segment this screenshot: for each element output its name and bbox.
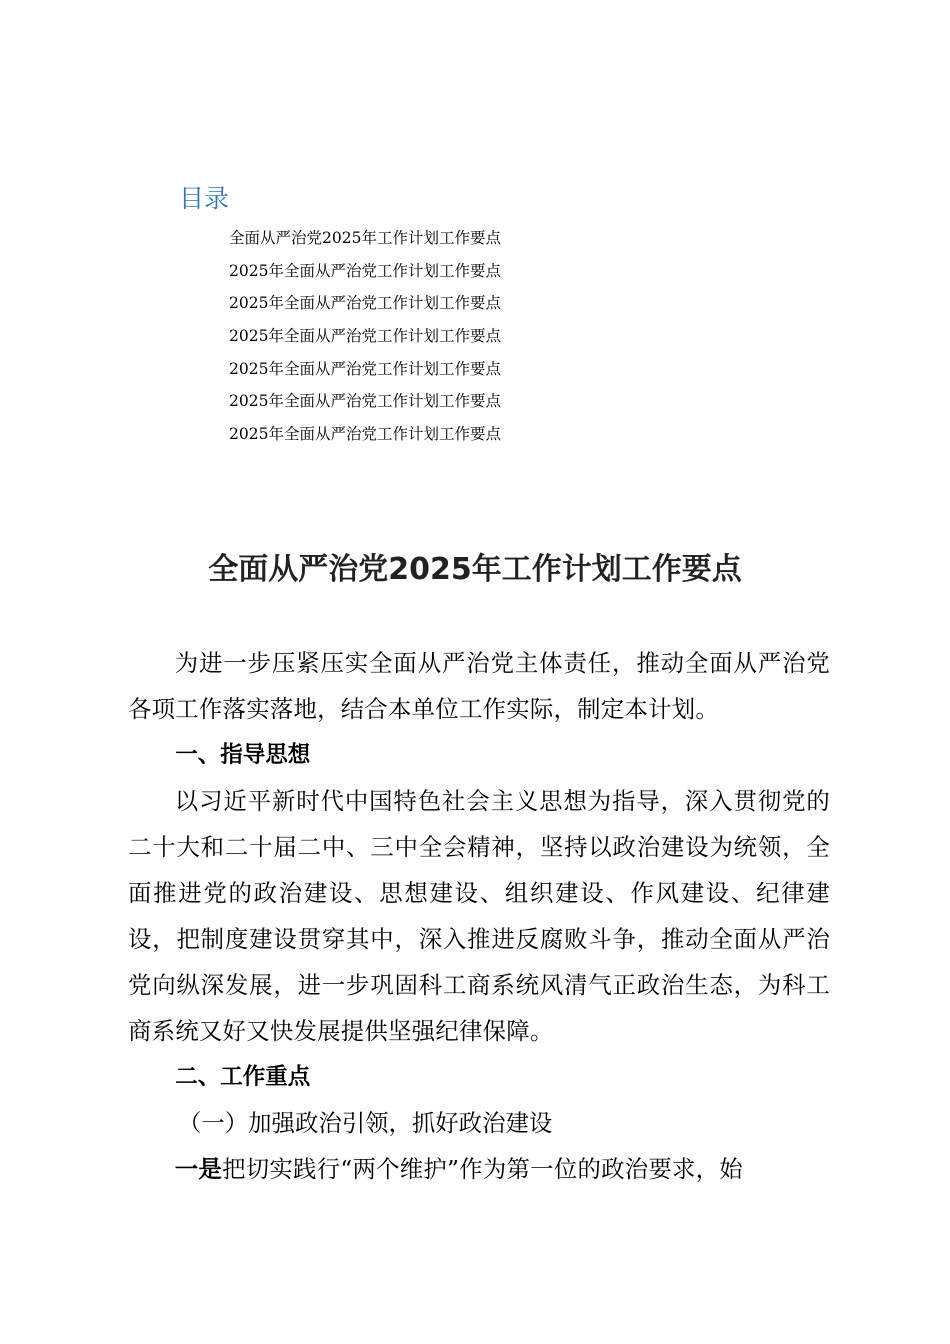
- toc-list: [229, 222, 501, 451]
- toc-item[interactable]: 2025年全面从严治党工作计划工作要点: [229, 359, 501, 378]
- intro-paragraph: 为进一步压紧压实全面从严治党主体责任，推动全面从严治党各项工作落实落地，结合本单位工作实际，制定本计划。: [128, 649, 830, 723]
- guiding-thought-paragraph: 以习近平新时代中国特色社会主义思想为指导，深入贯彻党的二十大和二十届二中、三中全会精神，坚持以政治建设为统领，全面推进党的政治建设、思想建设、组织建设、作风建设、纪律建设，把制度建设贯穿其中，深入推进反腐败斗争，推动全面从严治党向纵深发展，进一步巩固科工商系统风清气正政治生态，为科工商系统又好又快发展提供坚强纪律保障。: [128, 787, 830, 1045]
- toc-item[interactable]: 2025年全面从严治党工作计划工作要点: [229, 261, 501, 280]
- toc-item[interactable]: 全面从严治党2025年工作计划工作要点: [229, 229, 501, 247]
- toc-item[interactable]: 2025年全面从严治党工作计划工作要点: [229, 294, 501, 313]
- toc-item[interactable]: 2025年全面从严治党工作计划工作要点: [229, 425, 501, 444]
- toc-heading: 目录: [179, 184, 230, 213]
- subsection-heading: （一）加强政治引领，抓好政治建设: [178, 1109, 553, 1137]
- toc-item[interactable]: 2025年全面从严治党工作计划工作要点: [229, 327, 501, 346]
- point-text: 把切实践行“两个维护”作为第一位的政治要求，始: [222, 1155, 743, 1183]
- toc-item[interactable]: 2025年全面从严治党工作计划工作要点: [229, 392, 501, 411]
- section-heading-guiding-thought: 一、指导思想: [175, 742, 311, 768]
- point-lead: 一是: [174, 1155, 223, 1183]
- document-title: 全面从严治党2025年工作计划工作要点: [208, 552, 742, 587]
- point-paragraph: [128, 1146, 830, 1192]
- document-body: [128, 640, 830, 1192]
- section-heading-work-focus: 二、工作重点: [175, 1064, 311, 1090]
